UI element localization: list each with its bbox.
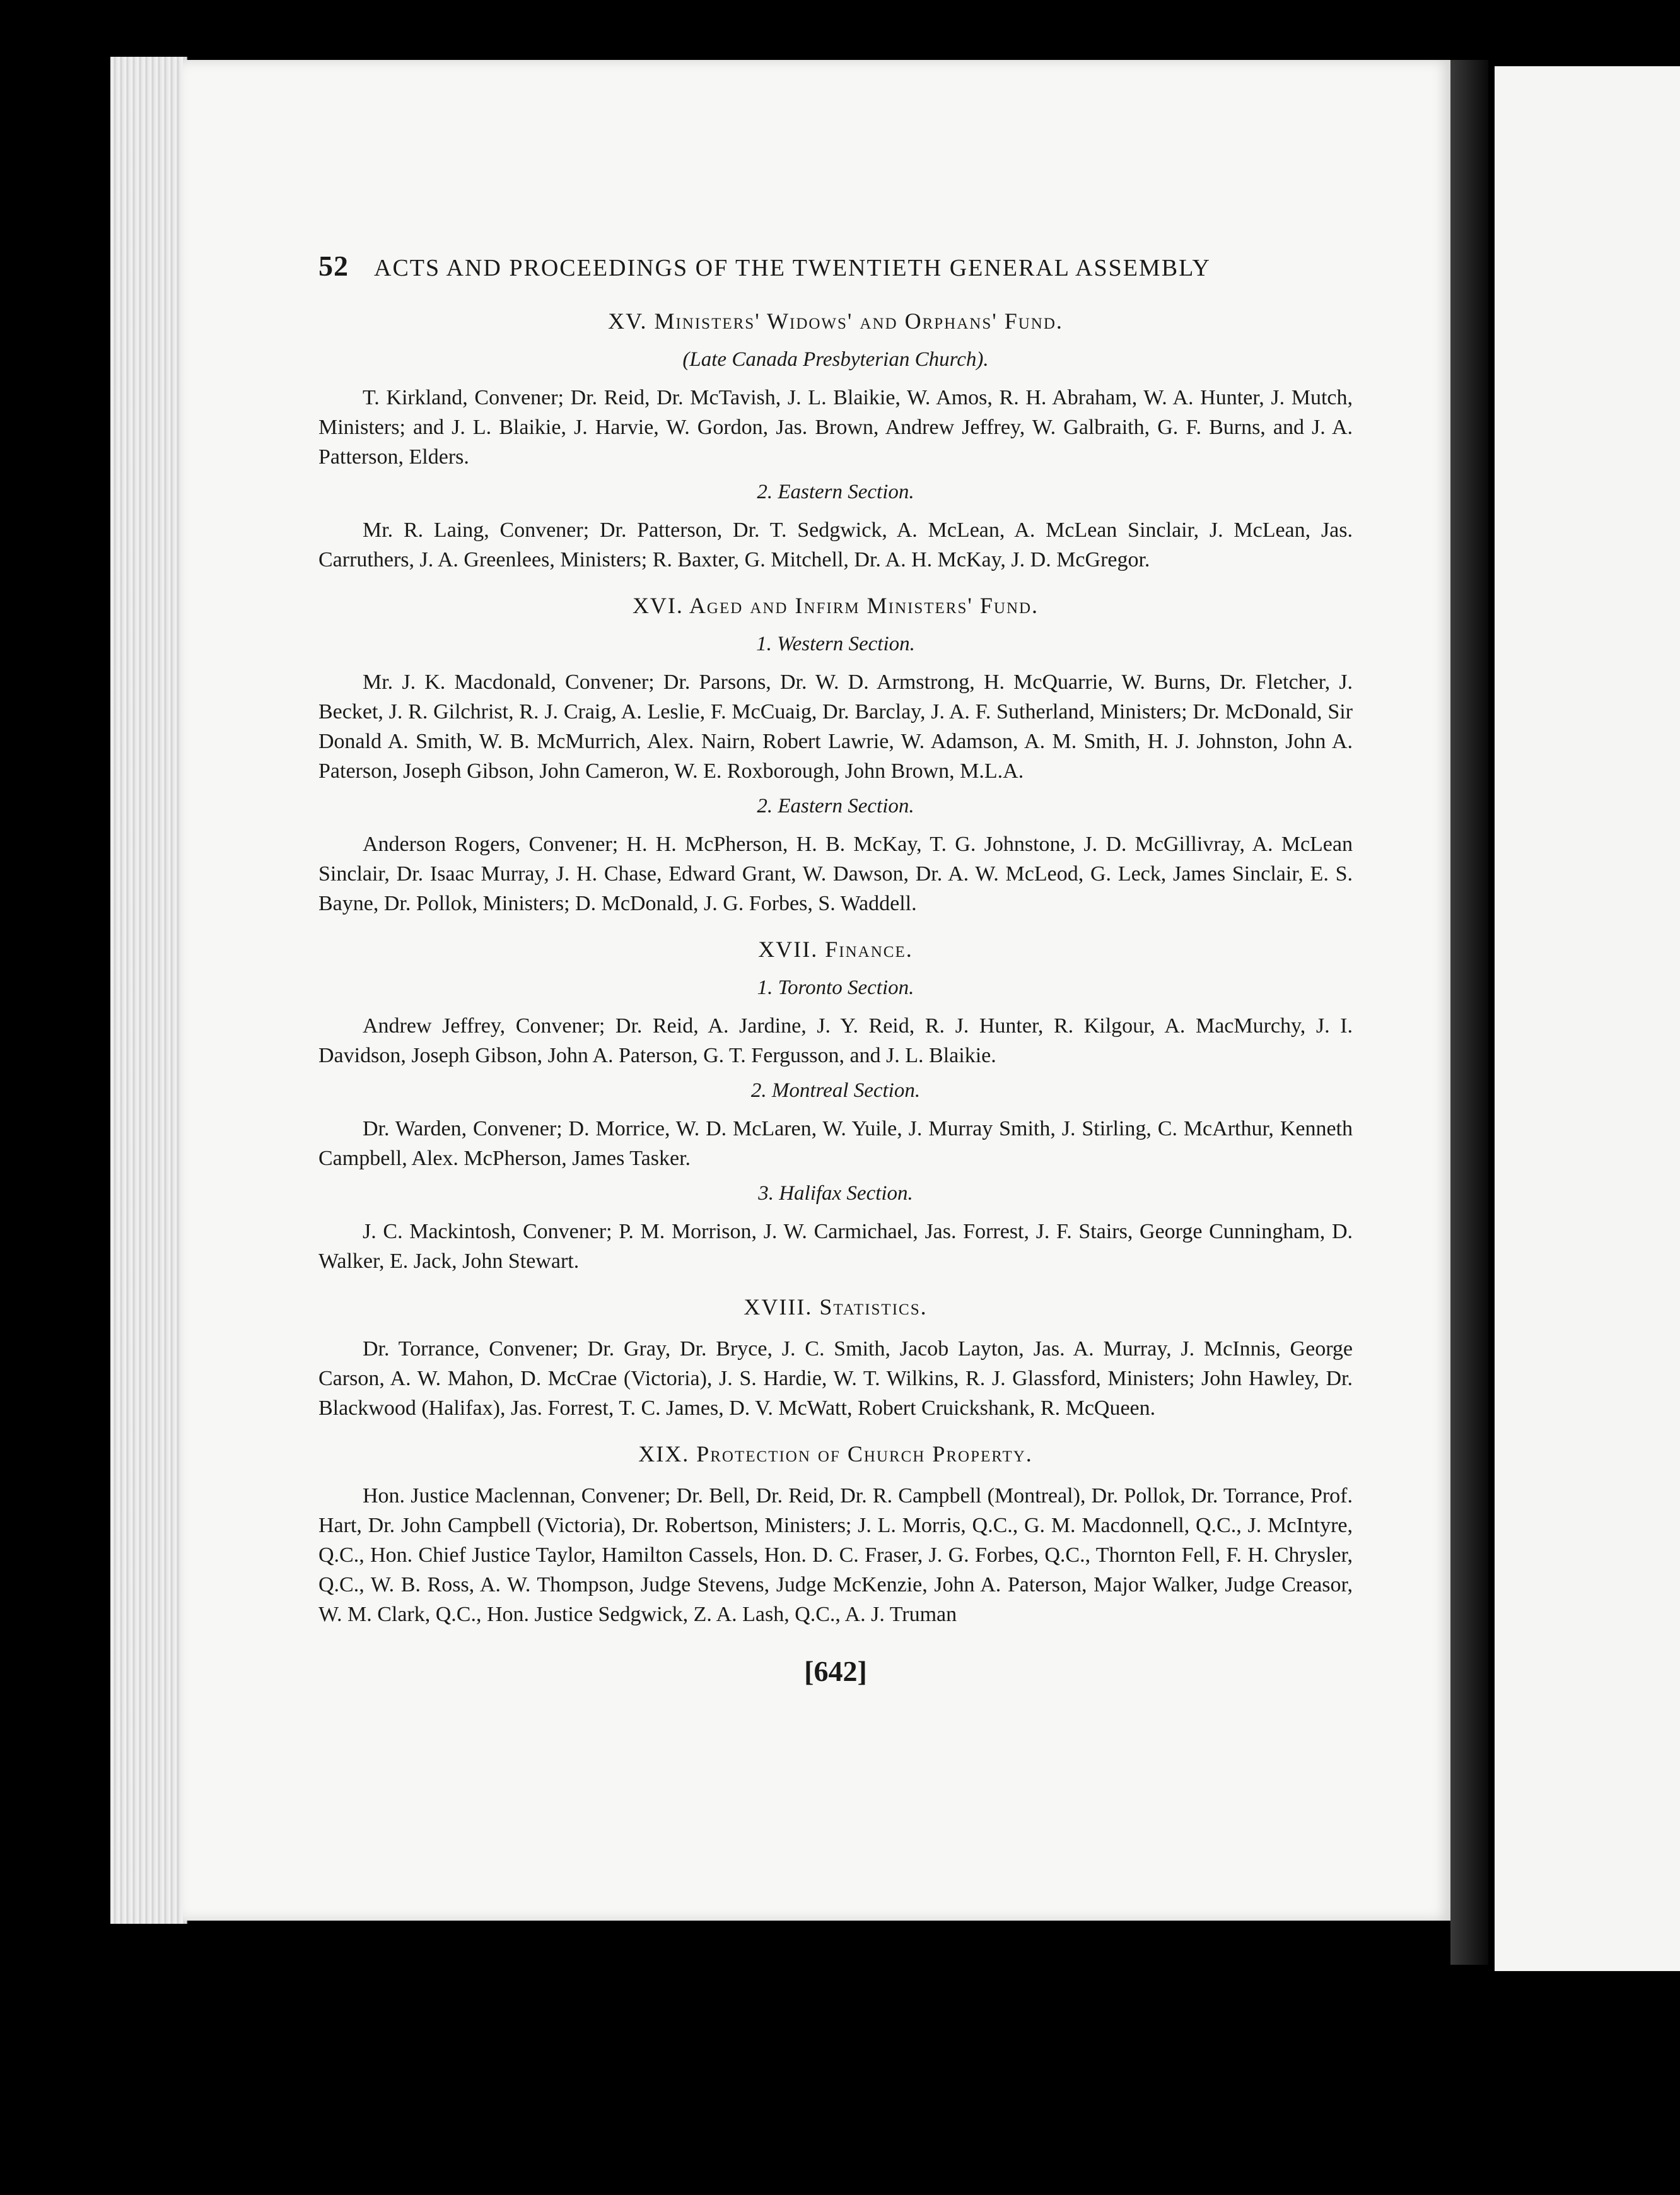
committee-members-paragraph: Anderson Rogers, Convener; H. H. McPherson, H. B. McKay, T. G. Johnstone, J. D. McGillivray, A. McLean Sinclair, Dr. Isaac Murray, J. H. Chase, Edward Grant, W. Dawson, Dr. A. W. McLeod, G. Leck, James Sinclair, E. S. Bayne, Dr. Pollok, Ministers; D. McDonald, J. G. Forbes, S. Waddell. bbox=[318, 833, 1353, 915]
committee-members-paragraph: Hon. Justice Maclennan, Convener; Dr. Bell, Dr. Reid, Dr. R. Campbell (Montreal), Dr. Pollok, Dr. Torrance, Prof. Hart, Dr. John Campbell (Victoria), Dr. Robertson, Ministers; J. L. Morris, Q.C., G. M. Macdonnell, Q.C., J. McIntyre, Q.C., Hon. Chief Justice Taylor, Hamilton Cassels, Hon. D. C. Fraser, J. G. Forbes, Q.C., Thornton Fell, F. H. Chrysler, Q.C., W. B. Ross, A. W. Thompson, Judge Stevens, Judge McKenzie, John A. Paterson, Major Walker, Judge Creasor, W. M. Clark, Q.C., Hon. Justice Sedgwick, Z. A. Lash, Q.C., A. J. Truman bbox=[318, 1484, 1353, 1626]
right-page bbox=[1495, 66, 1680, 1971]
committee-members-paragraph: Dr. Warden, Convener; D. Morrice, W. D. McLaren, W. Yuile, J. Murray Smith, J. Stirling, C. McArthur, Kenneth Campbell, Alex. McPherson, James Tasker. bbox=[318, 1117, 1353, 1170]
section-title: XVI. Aged and Infirm Ministers' Fund. bbox=[632, 593, 1039, 618]
committee-members-paragraph: J. C. Mackintosh, Convener; P. M. Morrison, J. W. Carmichael, Jas. Forrest, J. F. Stairs, George Cunningham, D. Walker, E. Jack, John Stewart. bbox=[318, 1220, 1353, 1273]
section-subtitle: 1. Toronto Section. bbox=[757, 976, 914, 999]
running-head bbox=[318, 249, 1353, 283]
section-subtitle: 2. Eastern Section. bbox=[757, 795, 914, 817]
book-gutter bbox=[1450, 60, 1488, 1965]
section-subtitle: 2. Eastern Section. bbox=[757, 481, 914, 503]
section-subtitle: 2. Montreal Section. bbox=[750, 1079, 921, 1102]
committee-members-paragraph: Mr. R. Laing, Convener; Dr. Patterson, Dr. T. Sedgwick, A. McLean, A. McLean Sinclair, J. McLean, Jas. Carruthers, J. A. Greenlees, Ministers; R. Baxter, G. Mitchell, Dr. A. H. McKay, J. D. McGregor. bbox=[318, 518, 1353, 571]
folio: [642] bbox=[804, 1655, 867, 1687]
section-subtitle: (Late Canada Presbyterian Church). bbox=[682, 348, 989, 371]
committee-members-paragraph: Mr. J. K. Macdonald, Convener; Dr. Parsons, Dr. W. D. Armstrong, H. McQuarrie, W. Burns, Dr. Fletcher, J. Becket, J. R. Gilchrist, R. J. Craig, A. Leslie, F. McCuaig, Dr. Barclay, J. A. F. Sutherland, Ministers; Dr. McDonald, Sir Donald A. Smith, W. B. McMurrich, Alex. Nairn, Robert Lawrie, W. Adamson, A. M. Smith, H. J. Johnston, John A. Paterson, Joseph Gibson, John Cameron, W. E. Roxborough, John Brown, M.L.A. bbox=[318, 670, 1353, 783]
committee-members-paragraph: Andrew Jeffrey, Convener; Dr. Reid, A. Jardine, J. Y. Reid, R. J. Hunter, R. Kilgour, A. MacMurchy, J. I. Davidson, Joseph Gibson, John A. Paterson, G. T. Fergusson, and J. L. Blaikie. bbox=[318, 1014, 1353, 1067]
committee-members-paragraph: T. Kirkland, Convener; Dr. Reid, Dr. McTavish, J. L. Blaikie, W. Amos, R. H. Abraham, W. A. Hunter, J. Mutch, Ministers; and J. L. Blaikie, J. Harvie, W. Gordon, Jas. Brown, Andrew Jeffrey, W. Galbraith, G. F. Burns, and J. A. Patterson, Elders. bbox=[318, 386, 1353, 469]
running-title: ACTS AND PROCEEDINGS OF THE TWENTIETH GENERAL ASSEMBLY bbox=[374, 255, 1211, 281]
section-title: XIX. Protection of Church Property. bbox=[638, 1441, 1033, 1466]
page-content bbox=[318, 249, 1353, 1688]
section-title: XV. Ministers' Widows' and Orphans' Fund. bbox=[608, 308, 1063, 334]
committee-members-paragraph: Dr. Torrance, Convener; Dr. Gray, Dr. Bryce, J. C. Smith, Jacob Layton, Jas. A. Murray, J. McInnis, George Carson, A. W. Mahon, D. McCrae (Victoria), J. S. Hardie, W. T. Wilkins, R. J. Glassford, Ministers; John Hawley, Dr. Blackwood (Halifax), Jas. Forrest, T. C. James, D. V. McWatt, Robert Cruickshank, R. McQueen. bbox=[318, 1337, 1353, 1420]
page-number: 52 bbox=[318, 250, 349, 282]
sections-container bbox=[318, 308, 1353, 1629]
section-subtitle: 3. Halifax Section. bbox=[758, 1182, 913, 1205]
section-title: XVII. Finance. bbox=[758, 937, 913, 962]
page-edge-stack bbox=[110, 57, 187, 1924]
section-subtitle: 1. Western Section. bbox=[756, 633, 915, 655]
section-title: XVIII. Statistics. bbox=[744, 1294, 928, 1320]
